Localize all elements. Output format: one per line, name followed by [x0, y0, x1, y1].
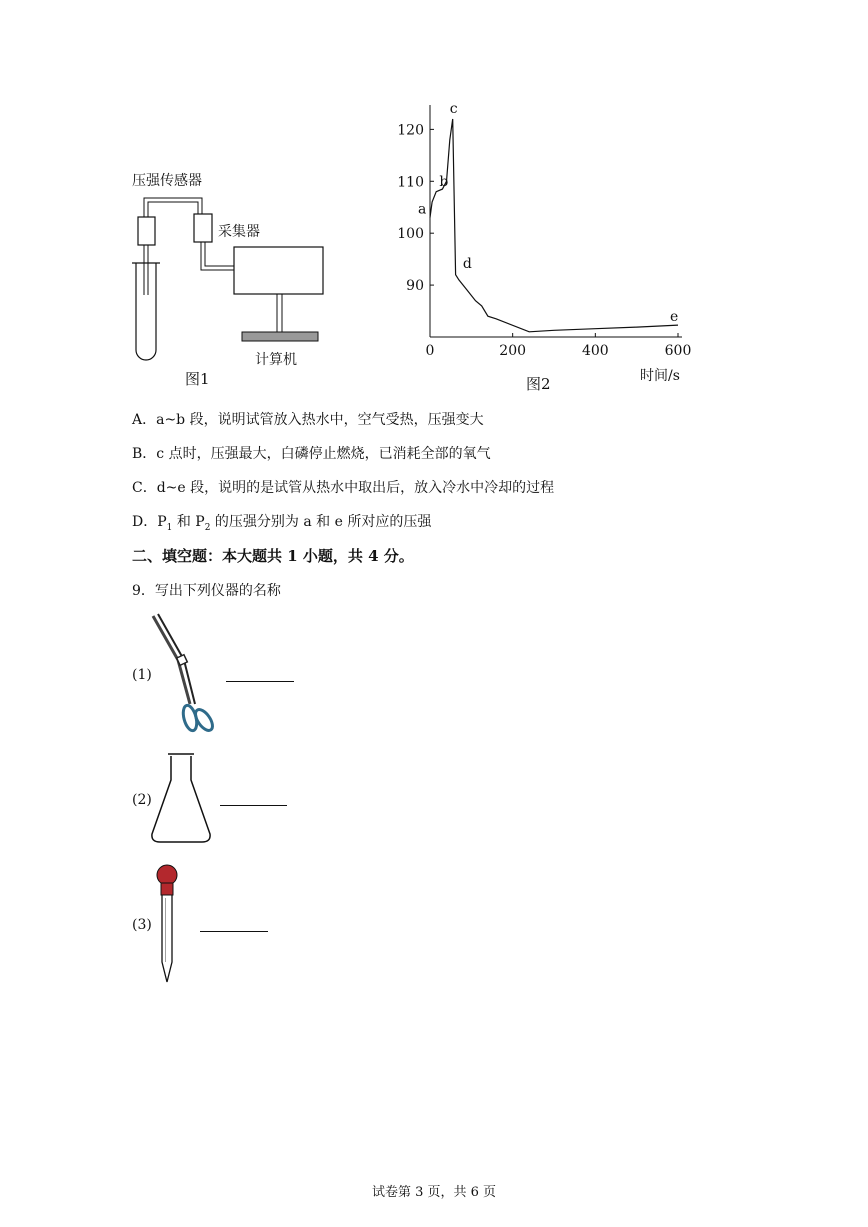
collector-label: 采集器	[218, 224, 260, 240]
dropper-icon	[152, 862, 182, 984]
figure1-caption: 图1	[185, 370, 210, 388]
point-label-c: c	[449, 105, 458, 117]
option-b: B．c 点时，压强最大，白磷停止燃烧，已消耗全部的氧气	[132, 446, 491, 462]
pressure-curve	[430, 119, 678, 332]
item-2-number: (2)	[132, 792, 152, 808]
y-tick-label: 120	[397, 122, 424, 139]
figure1-apparatus	[120, 160, 340, 400]
option-d-sub1: 1	[166, 522, 173, 533]
option-c: C．d~e 段，说明的是试管从热水中取出后，放入冷水中冷却的过程	[132, 480, 555, 496]
x-tick-label: 400	[581, 343, 609, 359]
item-2-blank[interactable]	[220, 805, 287, 806]
collector-box	[194, 214, 212, 242]
point-label-d: d	[462, 255, 472, 272]
x-tick-label: 200	[499, 343, 527, 359]
figure2-chart	[390, 105, 710, 365]
point-label-e: e	[670, 309, 679, 326]
y-tick-label: 90	[406, 278, 424, 295]
option-d-mid: 和 P	[176, 514, 205, 530]
option-a: A．a~b 段，说明试管放入热水中，空气受热，压强变大	[132, 412, 484, 428]
item-1-blank[interactable]	[226, 681, 294, 682]
computer-label: 计算机	[255, 352, 297, 368]
computer-screen	[234, 247, 323, 294]
question-9: 9．写出下列仪器的名称	[132, 583, 281, 599]
computer-base	[242, 332, 318, 341]
option-d	[132, 511, 431, 533]
point-label-a: a	[418, 201, 427, 218]
sensor-box-left	[138, 217, 155, 245]
conical-flask-icon	[148, 750, 214, 846]
figure2-caption: 图2	[526, 375, 551, 393]
point-label-b: b	[439, 174, 449, 191]
tongs-icon	[148, 612, 223, 737]
option-d-suffix: 的压强分别为 a 和 e 所对应的压强	[214, 514, 432, 530]
section-title: 二、填空题：本大题共 1 小题，共 4 分。	[132, 547, 414, 565]
x-tick-label: 600	[664, 343, 692, 359]
sensor-label: 压强传感器	[132, 173, 202, 189]
page-footer: 试卷第 3 页，共 6 页	[371, 1185, 497, 1200]
option-d-prefix: D．P	[132, 514, 167, 530]
item-3-number: (3)	[132, 917, 152, 933]
y-tick-label: 110	[397, 174, 424, 191]
item-1-number: (1)	[132, 667, 152, 683]
x-tick-label: 0	[425, 343, 435, 359]
figure2-xlabel: 时间/s	[640, 368, 680, 384]
item-3-blank[interactable]	[200, 931, 268, 932]
y-tick-label: 100	[397, 226, 424, 243]
test-tube	[136, 263, 156, 360]
option-d-sub2: 2	[204, 522, 211, 533]
